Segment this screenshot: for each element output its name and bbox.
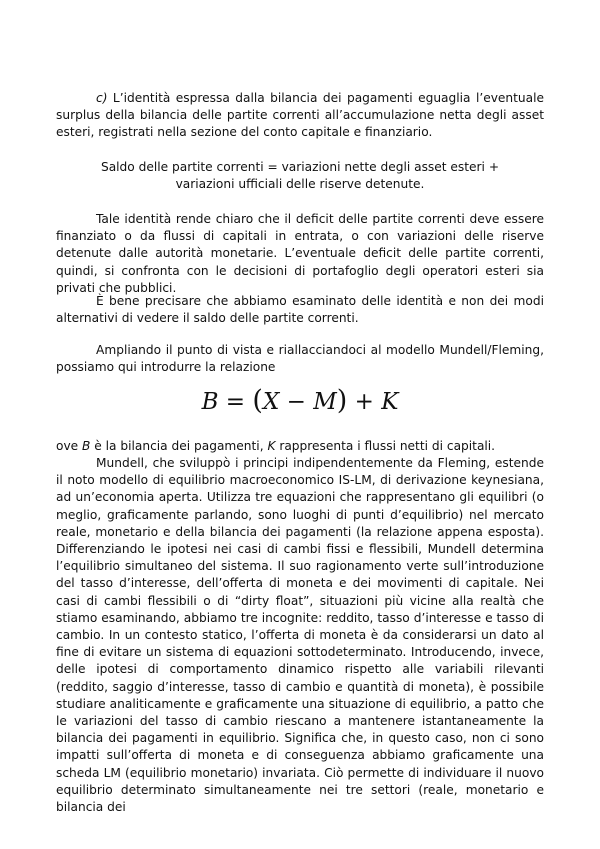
formula-close-paren: ) (336, 385, 348, 416)
definition-block (56, 159, 544, 193)
paragraph-text: L’identità espressa dalla bilancia dei pagamenti eguaglia l’eventuale surplus della bilancia delle partite correnti all’accumulazione netta degli asset esteri, registrati nella sezione del conto capitale e finanziario. (56, 91, 544, 140)
paragraph-mundell: Mundell, che sviluppò i principi indipendentemente da Fleming, estende il noto modello di equilibrio macroeconomico IS-LM, di derivazione keynesiana, ad un’economia aperta. Utilizza tre equazioni che rappresentano gli equilibri (o meglio, graficamente parlando, sono luoghi di punti d’equilibrio) nel mercato reale, monetario e della bilancia dei pagamenti (la relazione appena esposta). Differenziando le ipotesi nei casi di cambi fissi e flessibili, Mundell determina l’equilibrio simultaneo del sistema. Il suo ragionamento verte sull’introduzione del tasso d’interesse, dell’offerta di moneta e dei movimenti di capitale. Nei casi di cambi flessibili o di “dirty float”, situazioni più vicine alla realtà che stiamo esaminando, abbiamo tre incognite: reddito, tasso d’interesse e tasso di cambio. In un contesto statico, l’offerta di moneta è da considerarsi un dato al fine di evitare un sistema di equazioni sottodeterminato. Introducendo, invece, delle ipotesi di comportamento dinamico rispetto alle variabili rilevanti (reddito, saggio d’interesse, tasso di cambio e quantità di moneta), è possibile studiare analiticamente e graficamente una situazione di equilibrio, a patto che le variazioni del tasso di cambio riescano a mantenere istantaneamente la bilancia dei pagamenti in equilibrio. Significa che, in questo caso, non ci sono impatti sull’offerta di moneta e di conseguenza abbiamo graficamente una scheda LM (equilibrio monetario) invariata. Ciò permette di individuare il nuovo equilibrio determinato simultaneamente nei tre settori (reale, monetario e bilancia dei (56, 456, 544, 815)
formula-b: B (201, 389, 219, 415)
paragraph-introduction: Ampliando il punto di vista e riallacciandoci al modello Mundell/Fleming, possiamo qui introdurre la relazione (56, 343, 544, 375)
paragraph-identities: È bene precisare che abbiamo esaminato delle identità e non dei modi alternativi di vedere il saldo delle partite correnti. (56, 294, 544, 326)
formula-k: K (381, 389, 399, 415)
symbol-b: B (82, 439, 91, 453)
symbol-k: K (267, 439, 276, 453)
formula-x: X (262, 389, 280, 415)
formula-equals: = (218, 389, 253, 415)
formula-minus: − (279, 389, 314, 415)
definition-line-1: Saldo delle partite correnti = variazioni nette degli asset esteri + (100, 160, 500, 174)
paragraph-identity-c (56, 90, 544, 142)
item-marker: c) (96, 91, 108, 105)
formula-plus: + (347, 389, 382, 415)
paragraph-deficit: Tale identità rende chiaro che il deficit delle partite correnti deve essere finanziato o da flussi di capitali in entrata, o con variazioni delle riserve detenute dalle autorità monetarie. L’eventuale deficit delle partite correnti, quindi, si confronta con le decisioni di portafoglio degli operatori esteri sia privati che pubblici. (56, 212, 544, 295)
paragraph-where: ove B è la bilancia dei pagamenti, K rappresenta i flussi netti di capitali. (56, 439, 496, 453)
formula-open-paren: ( (252, 385, 263, 416)
formula-m: M (313, 389, 337, 415)
balance-of-payments-formula (0, 386, 600, 417)
definition-line-2: variazioni ufficiali delle riserve detenute. (175, 177, 425, 192)
